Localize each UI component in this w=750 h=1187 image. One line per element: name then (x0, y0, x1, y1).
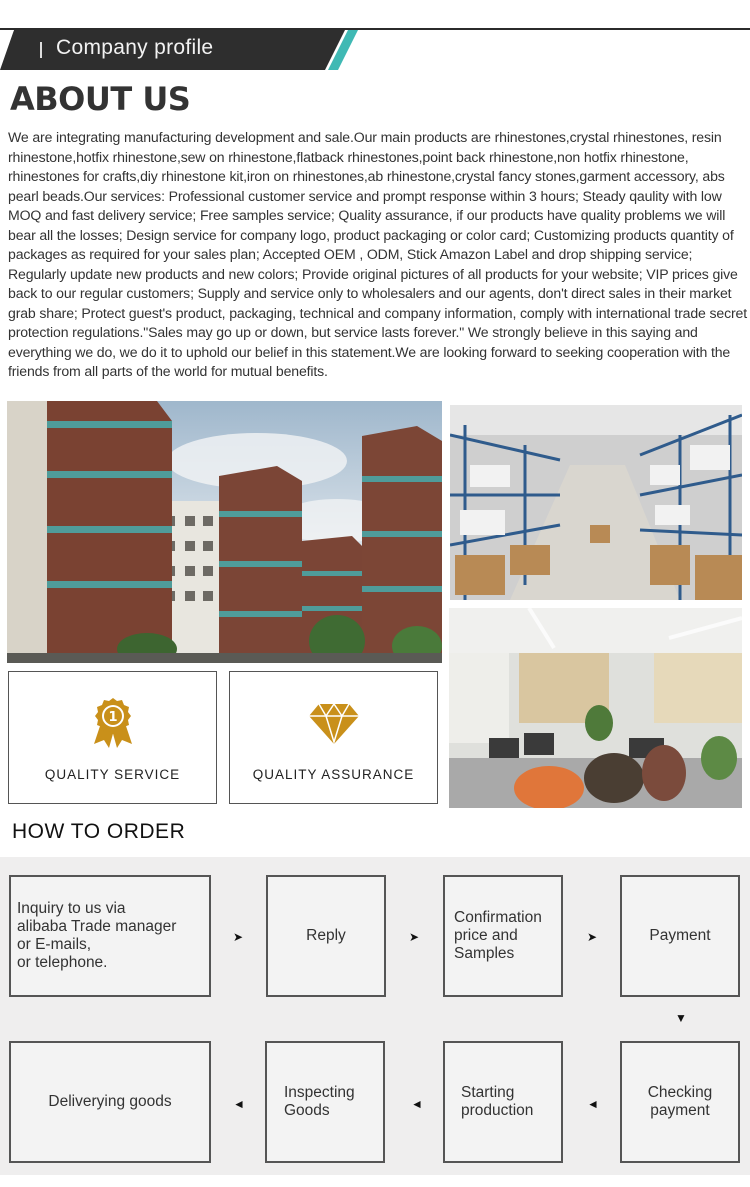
step-starting-production-text: Starting production (461, 1084, 534, 1119)
arrow-left-icon: ◄ (233, 1097, 245, 1111)
step-delivering-goods (9, 1041, 211, 1163)
arrow-right-icon: ➤ (233, 930, 244, 944)
step-reply (266, 875, 386, 997)
step-checking-payment-text: Checking payment (647, 1084, 713, 1119)
step-payment-text: Payment (649, 927, 711, 944)
building-photo (7, 401, 442, 663)
step-starting-production (443, 1041, 563, 1163)
how-to-order-title: HOW TO ORDER (12, 820, 186, 843)
about-paragraph: We are integrating manufacturing development and sale.Our main products are rhinestones,crystal rhinestones, resin rhinestone,hotfix rhinestone,sew on rhinestone,flatback rhinestones,point back rhinestone,non hotfix rhinestone, rhinestones for crafts,diy rhinestone kit,iron on rhinestones,ab rhinestone,crystal fancy stones,garment accessory, abs pearl beads.Our services: Professional customer service and prompt response within 3 hours; Steady qaulity with low MOQ and fast delivery service; Free samples service; Quality assurance, if our products have quality problems we will bear all the losses; Design service for company logo, product packaging or color card; Customizing products quantity of packages as required for your sales plan; Accepted OEM , ODM, Stick Amazon Label and drop shipping service; Regularly update new products and new colors; Provide original pictures of all products for your website; VIP prices give back to our regular customers; Supply and service only to wholesalers and our agents, don't direct sales in their market grab share; Protect guest's product, packaging, technical and company information, comply with international trade secret protection regulations."Sales may go up or down, but service lasts forever." We strongly believe in this saying and everything we do, we do it to uphold our belief in this statement.We are looking forward to seeking cooperation with the friends from all parts of the world for mutual benefits. (8, 129, 747, 379)
step-inquiry-text: Inquiry to us via alibaba Trade manager or E-mails, or telephone. (17, 900, 177, 971)
diamond-icon (309, 704, 359, 749)
step-confirmation (443, 875, 563, 997)
about-title: ABOUT US (10, 80, 191, 118)
banner-title: Company profile (56, 36, 214, 59)
step-reply-text: Reply (306, 927, 346, 944)
banner-divider (40, 42, 42, 58)
arrow-left-icon: ◄ (587, 1097, 599, 1111)
arrow-down-icon: ▼ (675, 1011, 687, 1025)
quality-service-card (8, 671, 217, 804)
step-checking-payment (620, 1041, 740, 1163)
section-banner (0, 30, 360, 70)
arrow-right-icon: ➤ (587, 930, 598, 944)
step-inspecting-goods-text: Inspecting Goods (284, 1084, 355, 1119)
step-inspecting-goods (265, 1041, 385, 1163)
step-delivering-goods-text: Deliverying goods (48, 1093, 172, 1110)
quality-service-label: QUALITY SERVICE (44, 767, 181, 782)
svg-text:1: 1 (107, 710, 118, 725)
quality-assurance-label: QUALITY ASSURANCE (252, 767, 415, 782)
arrow-left-icon: ◄ (411, 1097, 423, 1111)
step-payment (620, 875, 740, 997)
medal-icon (92, 698, 134, 753)
warehouse-photo (450, 405, 742, 600)
step-confirmation-text: Confirmation price and Samples (454, 909, 542, 962)
office-photo (449, 608, 742, 808)
arrow-right-icon: ➤ (409, 930, 420, 944)
quality-assurance-card (229, 671, 438, 804)
step-inquiry (9, 875, 211, 997)
